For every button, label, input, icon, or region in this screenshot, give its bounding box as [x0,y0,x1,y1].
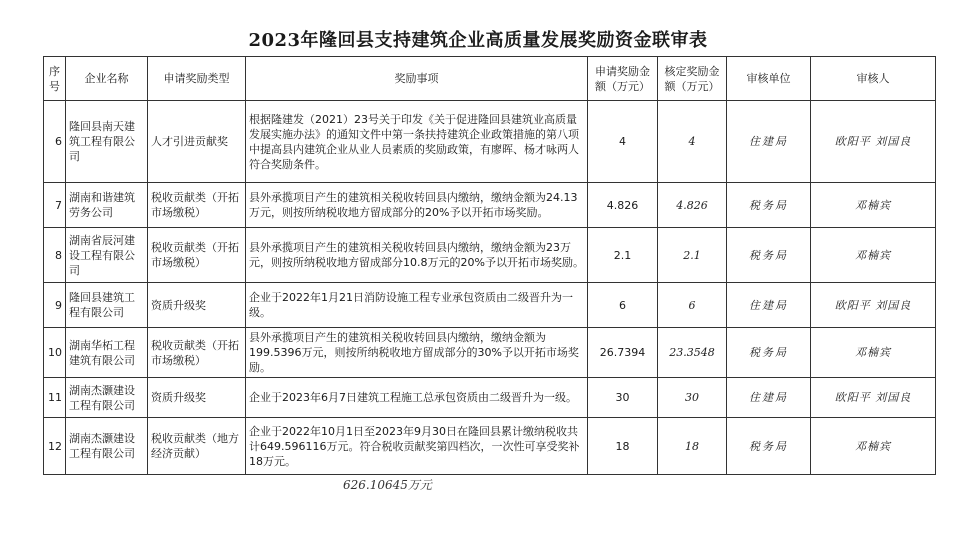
row-apply: 18 [588,418,658,475]
row-company: 湖南省辰河建设工程有限公司 [66,228,148,283]
row-type: 人才引进贡献奖 [148,101,246,183]
row-approved: 6 [658,283,727,328]
row-approved: 2.1 [658,228,727,283]
row-unit: 住建局 [727,378,811,418]
header-seq: 序号 [44,57,66,101]
row-unit: 税务局 [727,328,811,378]
row-reviewer: 邓楠宾 [811,183,936,228]
row-matter: 企业于2022年10月1日至2023年9月30日在隆回县累计缴纳税收共计649.596116万元。符合税收贡献奖第四档次，一次性可享受奖补18万元。 [246,418,588,475]
row-unit: 税务局 [727,228,811,283]
handwritten-note: 626.10645万元 [343,478,432,492]
row-approved: 23.3548 [658,328,727,378]
row-type: 税收贡献类（地方经济贡献） [148,418,246,475]
row-matter: 企业于2023年6月7日建筑工程施工总承包资质由二级晋升为一级。 [246,378,588,418]
row-company: 隆回县建筑工程有限公司 [66,283,148,328]
row-unit: 税务局 [727,418,811,475]
row-company: 湖南杰灏建设工程有限公司 [66,418,148,475]
header-unit: 审核单位 [727,57,811,101]
page-title: 2023年隆回县支持建筑企业高质量发展奖励资金联审表 [248,30,708,51]
row-type: 资质升级奖 [148,378,246,418]
row-company: 湖南和谐建筑劳务公司 [66,183,148,228]
header-type: 申请奖励类型 [148,57,246,101]
review-table [43,56,936,475]
row-apply: 26.7394 [588,328,658,378]
row-reviewer: 欧阳平 刘国良 [811,283,936,328]
row-approved: 4.826 [658,183,727,228]
table-row [44,183,936,228]
row-company: 湖南华柘工程建筑有限公司 [66,328,148,378]
row-company: 隆回县南天建筑工程有限公司 [66,101,148,183]
row-unit: 住建局 [727,101,811,183]
header-reviewer: 审核人 [811,57,936,101]
table-row [44,228,936,283]
row-type: 资质升级奖 [148,283,246,328]
row-apply: 2.1 [588,228,658,283]
row-reviewer: 欧阳平 刘国良 [811,378,936,418]
row-approved: 4 [658,101,727,183]
row-seq: 12 [44,418,66,475]
row-seq: 7 [44,183,66,228]
row-matter: 县外承揽项目产生的建筑相关税收转回县内缴纳，缴纳金额为23万元，则按所纳税收地方留成部分10.8万元的20%予以开拓市场奖励。 [246,228,588,283]
row-matter: 县外承揽项目产生的建筑相关税收转回县内缴纳，缴纳金额为199.5396万元，则按所纳税收地方留成部分的30%予以开拓市场奖励。 [246,328,588,378]
row-seq: 8 [44,228,66,283]
row-apply: 6 [588,283,658,328]
row-type: 税收贡献类（开拓市场缴税） [148,183,246,228]
row-matter: 根据隆建发（2021）23号关于印发《关于促进隆回县建筑业高质量发展实施办法》的通知文件中第一条扶持建筑企业政策措施的第八项中提高县内建筑企业从业人员素质的奖励政策，有廖晖、杨才咏两人符合奖励条件。 [246,101,588,183]
row-reviewer: 欧阳平 刘国良 [811,101,936,183]
row-reviewer: 邓楠宾 [811,418,936,475]
table-row [44,378,936,418]
row-seq: 9 [44,283,66,328]
row-apply: 30 [588,378,658,418]
table-row [44,283,936,328]
row-seq: 11 [44,378,66,418]
row-matter: 县外承揽项目产生的建筑相关税收转回县内缴纳，缴纳金额为24.13万元，则按所纳税收地方留成部分的20%予以开拓市场奖励。 [246,183,588,228]
row-apply: 4 [588,101,658,183]
row-seq: 10 [44,328,66,378]
row-reviewer: 邓楠宾 [811,328,936,378]
row-company: 湖南杰灏建设工程有限公司 [66,378,148,418]
table-row [44,418,936,475]
row-reviewer: 邓楠宾 [811,228,936,283]
row-approved: 18 [658,418,727,475]
row-approved: 30 [658,378,727,418]
table-row [44,328,936,378]
table-row [44,101,936,183]
header-matter: 奖励事项 [246,57,588,101]
row-unit: 住建局 [727,283,811,328]
row-type: 税收贡献类（开拓市场缴税） [148,328,246,378]
row-unit: 税务局 [727,183,811,228]
header-company: 企业名称 [66,57,148,101]
header-row [44,57,936,101]
header-approved: 核定奖励金额（万元） [658,57,727,101]
row-seq: 6 [44,101,66,183]
row-apply: 4.826 [588,183,658,228]
row-matter: 企业于2022年1月21日消防设施工程专业承包资质由二级晋升为一级。 [246,283,588,328]
row-type: 税收贡献类（开拓市场缴税） [148,228,246,283]
header-apply: 申请奖励金额（万元） [588,57,658,101]
